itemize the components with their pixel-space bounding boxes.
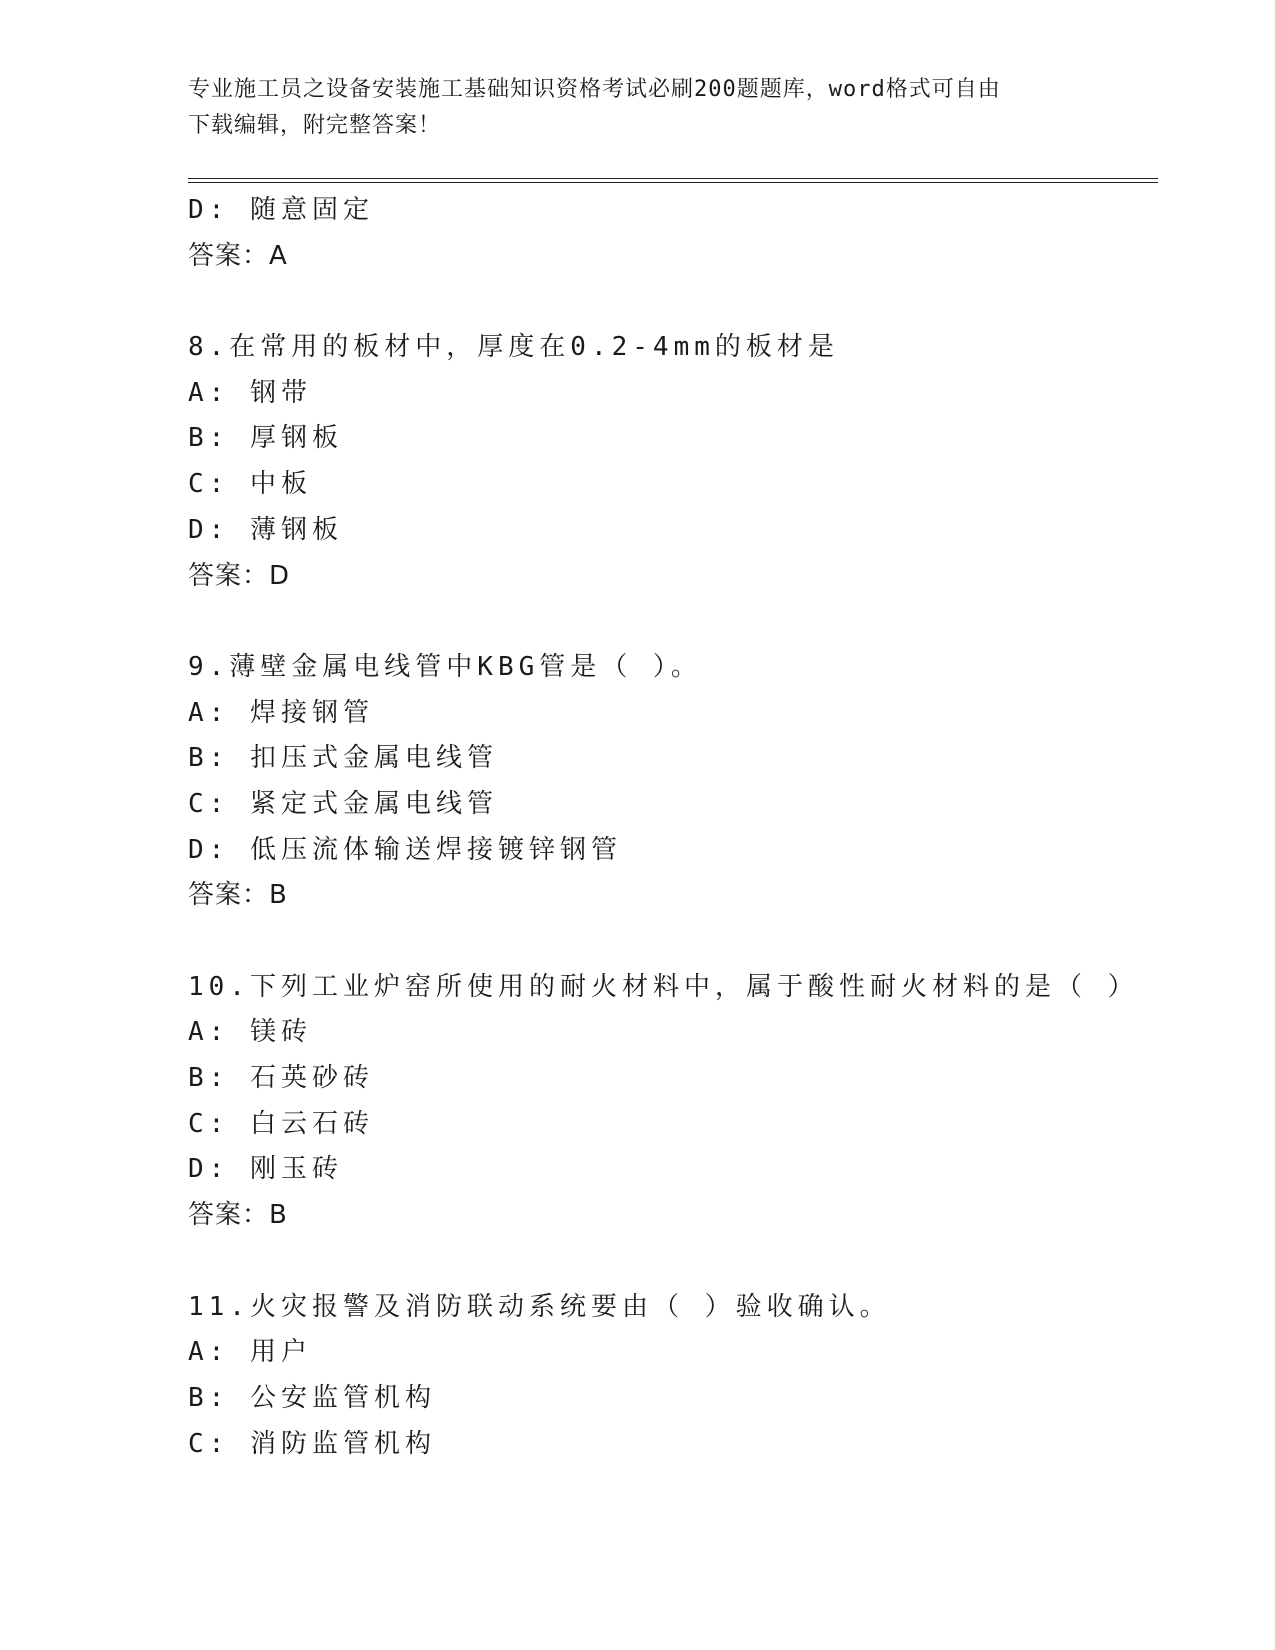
answer-line: 答案：A [188, 240, 288, 271]
header-title-line-1: 专业施工员之设备安装施工基础知识资格考试必刷200题题库，word格式可自由 [188, 77, 1001, 102]
option-b: B: 石英砂砖 [188, 1063, 374, 1094]
answer-line: 答案：B [188, 880, 288, 911]
option-c: C: 中板 [188, 469, 312, 500]
header-divider [188, 178, 1158, 183]
document-header [188, 72, 1088, 144]
spacer [188, 599, 1158, 645]
question-stem: 8.在常用的板材中，厚度在0.2-4mm的板材是 [188, 332, 839, 363]
question-stem: 9.薄壁金属电线管中KBG管是（ ）。 [188, 651, 702, 682]
question-stem: 11.火灾报警及消防联动系统要由（ ）验收确认。 [188, 1291, 891, 1322]
option-d: D: 薄钢板 [188, 514, 343, 545]
option-c: C: 白云石砖 [188, 1108, 374, 1139]
spacer [188, 1239, 1158, 1285]
spacer [188, 279, 1158, 325]
option-d: D: 低压流体输送焊接镀锌钢管 [188, 834, 622, 865]
option-a: A: 用户 [188, 1337, 312, 1368]
option-b: B: 公安监管机构 [188, 1382, 436, 1413]
option-a: A: 钢带 [188, 377, 312, 408]
option-a: A: 镁砖 [188, 1017, 312, 1048]
spacer [188, 919, 1158, 965]
option-c: C: 消防监管机构 [188, 1428, 436, 1459]
option-a: A: 焊接钢管 [188, 697, 374, 728]
answer-line: 答案：B [188, 1200, 288, 1231]
option-d: D: 随意固定 [188, 195, 374, 225]
answer-line: 答案：D [188, 560, 291, 591]
option-b: B: 扣压式金属电线管 [188, 743, 498, 774]
option-c: C: 紧定式金属电线管 [188, 788, 498, 819]
option-d: D: 刚玉砖 [188, 1154, 343, 1185]
question-list [188, 188, 1158, 1467]
question-stem: 10.下列工业炉窑所使用的耐火材料中，属于酸性耐火材料的是（ ） [188, 971, 1139, 1002]
header-title-line-2: 下载编辑，附完整答案！ [188, 113, 442, 138]
option-b: B: 厚钢板 [188, 423, 343, 454]
